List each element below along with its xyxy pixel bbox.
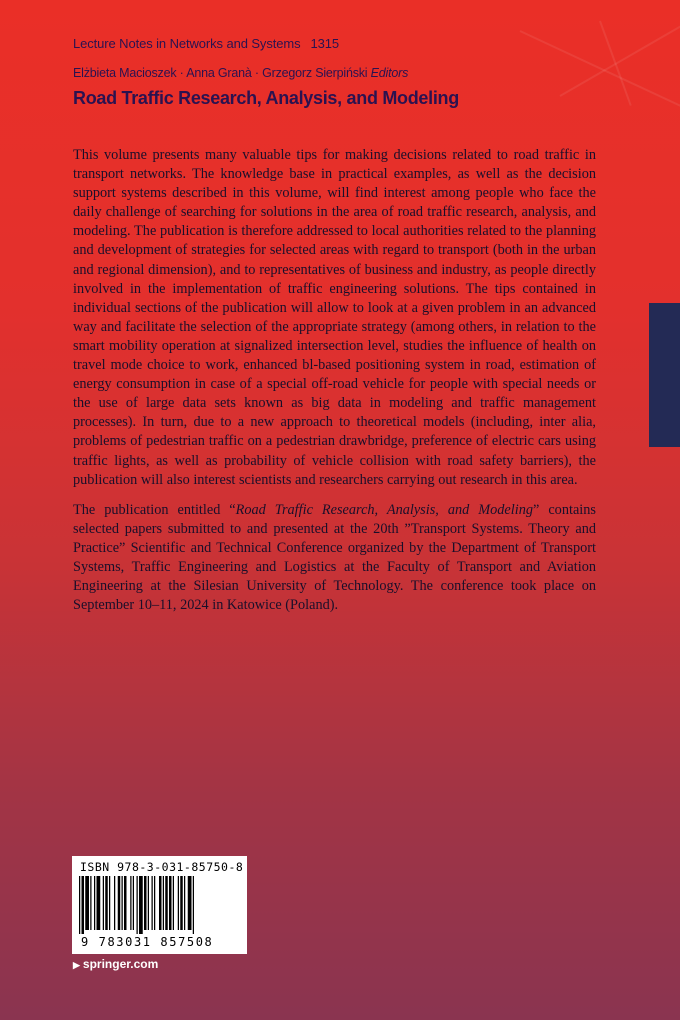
isbn-label: ISBN 978-3-031-85750-8 — [80, 860, 244, 874]
barcode-bar — [137, 876, 138, 934]
barcode-bar — [178, 876, 179, 930]
barcode-bar — [130, 876, 131, 930]
barcode-bar — [163, 876, 164, 930]
barcode-bars — [79, 876, 240, 934]
barcode-bar — [169, 876, 172, 930]
barcode-bar — [85, 876, 89, 930]
series-number: 1315 — [310, 36, 340, 51]
barcode-bar — [103, 876, 104, 930]
p2-after: ” contains selected papers submitted to and presented at the 20th ”Transport Systems. Theory and Practice” Scientific and Technical Conference organized by the Department of Transport Systems, Traffic Engineering and Logistics at the Faculty of Transport and Aviation Engineering at the Silesian University of Technology. The conference took place on September 10–11, 2024 in Katowice (Poland). — [73, 501, 596, 614]
barcode-bar — [173, 876, 174, 930]
barcode-bar — [180, 876, 183, 930]
barcode-bar — [82, 876, 85, 934]
isbn-barcode — [72, 856, 247, 954]
barcode-bar — [154, 876, 155, 930]
blurb-paragraph-2 — [73, 501, 596, 616]
series-line — [73, 36, 339, 51]
side-color-tab — [649, 303, 680, 447]
book-title: Road Traffic Research, Analysis, and Modeling — [73, 88, 459, 108]
barcode-bar — [114, 876, 115, 930]
editors-line — [73, 66, 408, 80]
barcode-bar — [79, 876, 80, 934]
editors-role: Editors — [370, 66, 409, 80]
barcode-bar — [109, 876, 110, 930]
blurb — [73, 146, 596, 626]
barcode-bar — [193, 876, 194, 934]
barcode-bar — [90, 876, 91, 930]
barcode-bar — [184, 876, 185, 930]
barcode-bar — [165, 876, 168, 930]
blurb-paragraph-1: This volume presents many valuable tips for making decisions related to road traffic in transport networks. The knowledge base in practical examples, as well as the decision support systems described in this volume, will find interest among people who face the daily challenge of searching for solutions in the area of road traffic research, analysis, and modeling. The publication is therefore addressed to local authorities related to the planning and development of strategies for selected areas with regard to transport (both in the urban and regional dimension), and to representatives of business and industry, as people directly involved in the implementation of traffic engineering solutions. The tips contained in individual sections of the publication will allow to look at a given problem in an advanced way and facilitate the selection of the appropriate strategy (among others, in relation to the smart mobility operation at signalized intersection level, studies the influence of health on travel mode choice to work, enhanced bl-based positioning system in road, estimation of energy consumption in case of a special off-road vehicle for people with special needs or the use of large data sets known as big data in modeling and traffic management processes). In turn, due to a new approach to theoretical models (including, inter alia, problems of pedestrian traffic on a pedestrian drawbridge, preference of electric cars using traffic lights, as well as probability of vehicle collision with road safety barriers), the publication will also interest scientists and researchers carrying out research in this area. — [73, 147, 596, 488]
barcode-bar — [97, 876, 101, 930]
barcode-bar — [122, 876, 123, 930]
play-arrow-icon: ▶ — [73, 960, 80, 970]
editor-names: Elżbieta Macioszek · Anna Granà · Grzegorz Sierpiński — [73, 66, 368, 80]
publisher-link[interactable] — [73, 957, 158, 971]
barcode-bar — [152, 876, 153, 930]
publisher-url: springer.com — [82, 957, 159, 971]
barcode-bar — [144, 876, 147, 930]
barcode-bar — [159, 876, 162, 930]
barcode-bar — [118, 876, 121, 930]
p2-before: The publication entitled “ — [73, 501, 236, 518]
barcode-bar — [124, 876, 127, 930]
barcode-bar — [133, 876, 134, 930]
barcode-bar — [148, 876, 149, 930]
p2-book-title: Road Traffic Research, Analysis, and Modeling — [235, 501, 534, 518]
barcode-bar — [94, 876, 95, 930]
series-name: Lecture Notes in Networks and Systems — [73, 36, 301, 51]
barcode-digits: 9 783031 857508 — [81, 935, 214, 949]
barcode-bar — [188, 876, 192, 930]
barcode-bar — [139, 876, 143, 934]
barcode-bar — [105, 876, 108, 930]
